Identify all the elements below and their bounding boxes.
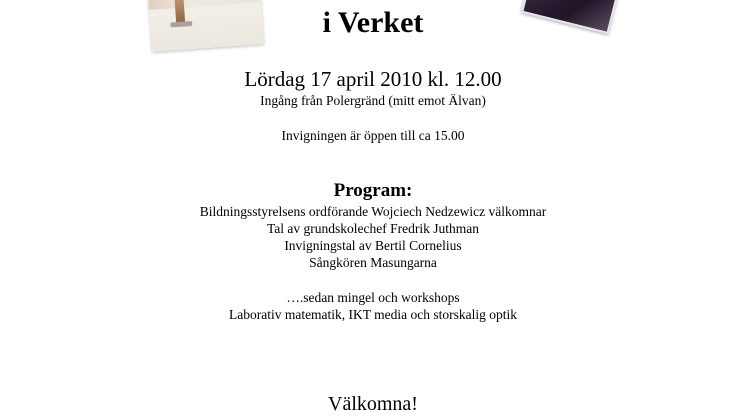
welcome-text: Välkomna! — [328, 393, 418, 415]
program-item: Invigningstal av Bertil Cornelius — [284, 238, 462, 253]
program-item: Bildningsstyrelsens ordförande Wojciech Nedzewicz välkomnar — [199, 204, 547, 219]
event-entrance: Ingång från Polergränd (mitt emot Älvan) — [260, 93, 486, 108]
program-heading: Program: — [333, 180, 413, 201]
afterwards-line: ….sedan mingel och workshops — [286, 290, 460, 305]
program-item: Sångkören Masungarna — [309, 255, 437, 270]
program-list — [0, 203, 746, 271]
afterwards-line: Laborativ matematik, IKT media och storskalig optik — [228, 307, 518, 322]
event-open-until: Invigningen är öppen till ca 15.00 — [281, 128, 465, 143]
page-title: i Verket — [322, 6, 424, 39]
program-item: Tal av grundskolechef Fredrik Juthman — [267, 221, 479, 236]
event-date-time: Lördag 17 april 2010 kl. 12.00 — [244, 67, 502, 91]
afterwards-section — [0, 289, 746, 323]
